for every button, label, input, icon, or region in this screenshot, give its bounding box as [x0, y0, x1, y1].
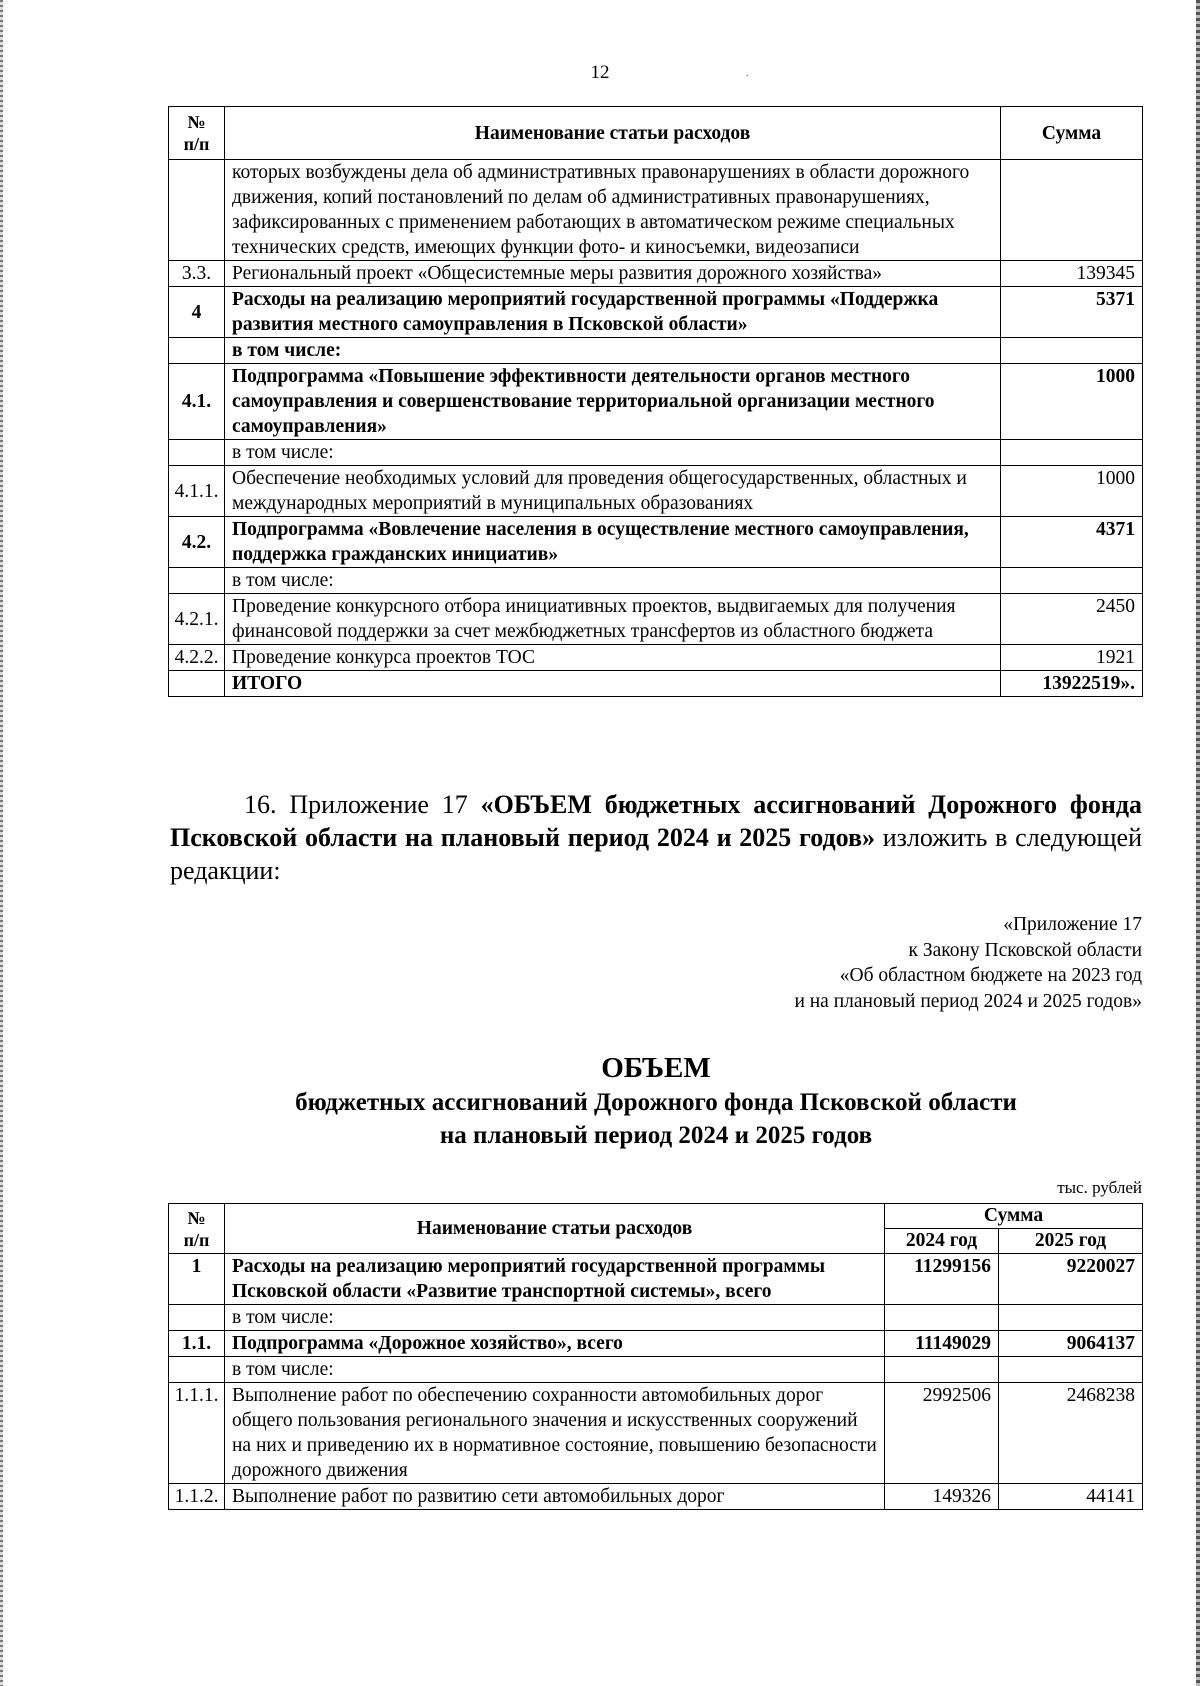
row-name: в том числе:	[225, 440, 1001, 466]
header-2024: 2024 год	[885, 1229, 999, 1254]
table-row	[169, 261, 1143, 287]
row-num: 4.2.	[169, 517, 225, 568]
appendix-line: «Приложение 17	[1003, 914, 1142, 935]
row-name: в том числе:	[225, 1357, 885, 1383]
row-sum: 2450	[1001, 594, 1143, 645]
row-sum: 1000	[1001, 364, 1143, 440]
row-num: 4.1.1.	[169, 466, 225, 517]
row-2025: 2468238	[999, 1383, 1143, 1484]
page-number: 12 .	[590, 62, 749, 83]
row-2024: 149326	[885, 1484, 999, 1510]
row-2025: 44141	[999, 1484, 1143, 1510]
appendix-line: и на плановый период 2024 и 2025 годов»	[794, 990, 1142, 1012]
table-row	[169, 568, 1143, 594]
title-line: ОБЪЕМ	[601, 1052, 711, 1084]
row-num: 4	[169, 287, 225, 338]
row-sum: 5371	[1001, 287, 1143, 338]
table-header-row	[169, 107, 1143, 160]
appendix-line: к Закону Псковской области	[908, 939, 1142, 961]
row-name: ИТОГО	[225, 671, 1001, 697]
row-num: 4.2.1.	[169, 594, 225, 645]
row-2025: 9220027	[999, 1254, 1143, 1305]
row-sum	[1001, 338, 1143, 364]
row-sum: 1921	[1001, 645, 1143, 671]
table-row	[169, 287, 1143, 338]
scan-dot: .	[746, 68, 749, 79]
table-row	[169, 517, 1143, 568]
table-row	[169, 338, 1143, 364]
row-num	[169, 440, 225, 466]
row-2024: 11149029	[885, 1331, 999, 1357]
row-name: Проведение конкурса проектов ТОС	[225, 645, 1001, 671]
row-2024: 11299156	[885, 1254, 999, 1305]
title-line: на плановый период 2024 и 2025 годов	[439, 1122, 873, 1149]
row-num	[169, 671, 225, 697]
row-sum	[1001, 568, 1143, 594]
row-num: 4.1.	[169, 364, 225, 440]
appendix-reference	[794, 912, 1142, 1014]
table-row	[169, 1383, 1143, 1484]
table-row	[169, 364, 1143, 440]
title-line: бюджетных ассигнований Дорожного фонда Псковской области	[295, 1089, 1017, 1116]
table-row	[169, 160, 1143, 261]
header-sum: Сумма	[885, 1204, 1143, 1229]
row-name: которых возбуждены дела об административных правонарушениях в области дорожного движения, копий постановлений по делам об административных правонарушениях, зафиксированных с применением работающих в автоматическом режиме специальных технических средств, имеющих функции фото- и киносъемки, видеозаписи	[225, 160, 1001, 261]
row-name: в том числе:	[225, 568, 1001, 594]
appendix-line: «Об областном бюджете на 2023 год	[839, 965, 1142, 986]
row-sum	[1001, 440, 1143, 466]
paragraph-tail: изложить в следующей редакции:	[170, 823, 1142, 885]
row-sum: 13922519».	[1001, 671, 1143, 697]
header-name: Наименование статьи расходов	[225, 107, 1001, 160]
row-num: 1	[169, 1254, 225, 1305]
table-row	[169, 594, 1143, 645]
row-name: Подпрограмма «Дорожное хозяйство», всего	[225, 1331, 885, 1357]
table-row	[169, 645, 1143, 671]
road-fund-table	[168, 1203, 1143, 1510]
row-num: 3.3.	[169, 261, 225, 287]
row-name: Обеспечение необходимых условий для проведения общегосударственных, областных и международных мероприятий в муниципальных образованиях	[225, 466, 1001, 517]
expenses-table-continued	[168, 106, 1143, 697]
table-row	[169, 1254, 1143, 1305]
table-header-row	[169, 1204, 1143, 1229]
row-name: Проведение конкурсного отбора инициативных проектов, выдвигаемых для получения финансовой поддержки за счет межбюджетных трансфертов из областного бюджета	[225, 594, 1001, 645]
row-sum: 139345	[1001, 261, 1143, 287]
row-2025	[999, 1357, 1143, 1383]
table-row	[169, 1357, 1143, 1383]
header-2025: 2025 год	[999, 1229, 1143, 1254]
table-row	[169, 1305, 1143, 1331]
units-label: тыс. рублей	[1057, 1178, 1142, 1197]
paragraph-lead: 16. Приложение 17	[244, 790, 481, 819]
row-name: Подпрограмма «Вовлечение населения в осуществление местного самоуправления, поддержка гражданских инициатив»	[225, 517, 1001, 568]
row-num: 1.1.2.	[169, 1484, 225, 1510]
row-num: 1.1.1.	[169, 1383, 225, 1484]
row-num	[169, 338, 225, 364]
row-num: 4.2.2.	[169, 645, 225, 671]
header-sum: Сумма	[1001, 107, 1143, 160]
row-name: Выполнение работ по развитию сети автомобильных дорог	[225, 1484, 885, 1510]
document-title	[170, 1050, 1142, 1152]
amendment-paragraph	[170, 788, 1142, 887]
table-row	[169, 466, 1143, 517]
paragraph-bold: «ОБЪЕМ бюджетных ассигнований Дорожного фонда Псковской области на плановый период 2024 и 2025 годов»	[170, 790, 1142, 852]
scan-edge-left	[0, 0, 3, 1686]
row-num	[169, 568, 225, 594]
row-sum: 4371	[1001, 517, 1143, 568]
row-name: Расходы на реализацию мероприятий государственной программы Псковской области «Развитие транспортной системы», всего	[225, 1254, 885, 1305]
row-name: Выполнение работ по обеспечению сохранности автомобильных дорог общего пользования регионального значения и искусственных сооружений на них и приведению их в нормативное состояние, повышению безопасности дорожного движения	[225, 1383, 885, 1484]
row-2025	[999, 1305, 1143, 1331]
table-row	[169, 1331, 1143, 1357]
row-num	[169, 1357, 225, 1383]
row-name: Региональный проект «Общесистемные меры развития дорожного хозяйства»	[225, 261, 1001, 287]
row-name: в том числе:	[225, 338, 1001, 364]
row-num: 1.1.	[169, 1331, 225, 1357]
row-name: Подпрограмма «Повышение эффективности деятельности органов местного самоуправления и совершенствование территориальной организации местного самоуправления»	[225, 364, 1001, 440]
row-name: в том числе:	[225, 1305, 885, 1331]
table-total-row	[169, 671, 1143, 697]
table-row	[169, 1484, 1143, 1510]
row-2024	[885, 1305, 999, 1331]
header-num: № п/п	[169, 1204, 225, 1254]
row-2024	[885, 1357, 999, 1383]
row-num	[169, 1305, 225, 1331]
row-name: Расходы на реализацию мероприятий государственной программы «Поддержка развития местного самоуправления в Псковской области»	[225, 287, 1001, 338]
scan-edge-right	[1196, 0, 1200, 1686]
row-2025: 9064137	[999, 1331, 1143, 1357]
header-name: Наименование статьи расходов	[225, 1204, 885, 1254]
row-2024: 2992506	[885, 1383, 999, 1484]
table-row	[169, 440, 1143, 466]
row-sum	[1001, 160, 1143, 261]
header-num: № п/п	[169, 107, 225, 160]
row-sum: 1000	[1001, 466, 1143, 517]
row-num	[169, 160, 225, 261]
